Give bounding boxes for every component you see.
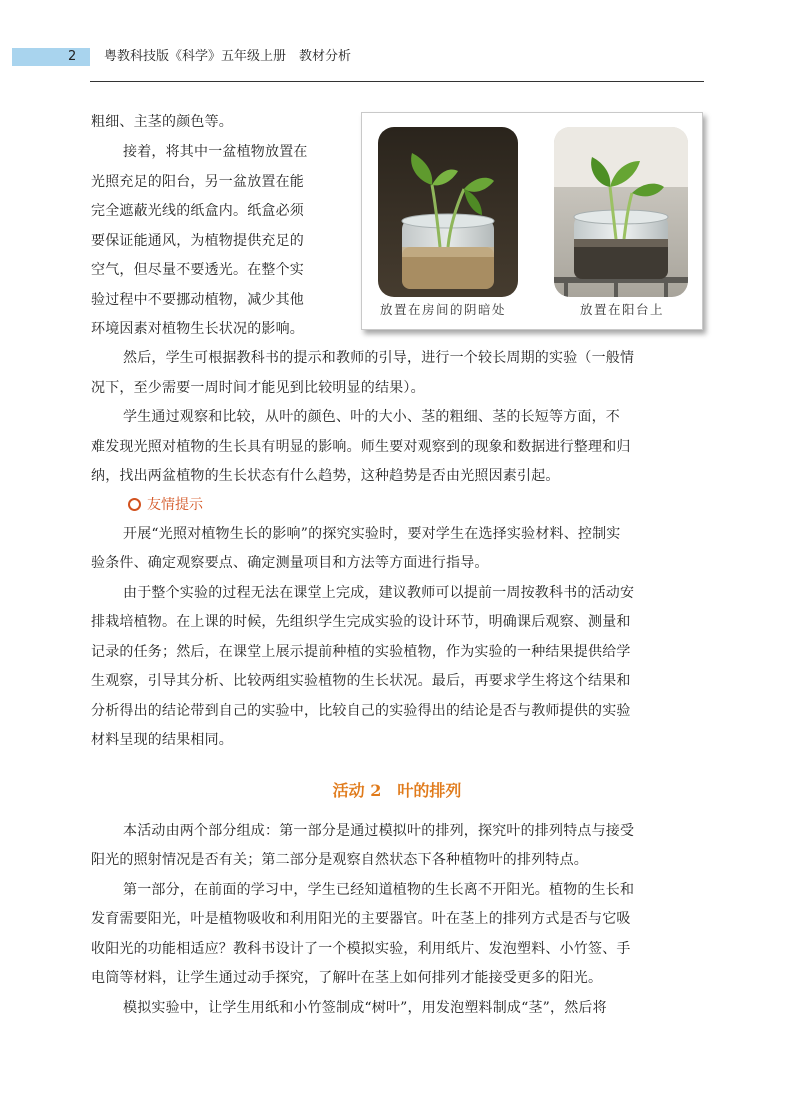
text-line: 材料呈现的结果相同。: [91, 732, 233, 748]
book-title: 粤教科技版《科学》五年级上册 教材分析: [104, 49, 352, 64]
caption-balcony: 放置在阳台上: [580, 302, 665, 317]
text-line: 然后，学生可根据教科书的提示和教师的引导，进行一个较长周期的实验（一般情: [123, 350, 635, 366]
text-line: 光照充足的阳台，另一盆放置在能: [91, 174, 304, 190]
text-line: 空气，但尽量不要透光。在整个实: [91, 262, 304, 278]
text-line: 阳光的照射情况是否有关；第二部分是观察自然状态下各种植物叶的排列特点。: [91, 852, 588, 868]
text-line: 模拟实验中，让学生用纸和小竹签制成“树叶”，用发泡塑料制成“茎”，然后将: [123, 1000, 607, 1016]
plant-photo-figure: [361, 112, 703, 330]
text-line: 难发现光照对植物的生长具有明显的影响。师生要对观察到的现象和数据进行整理和归: [91, 439, 631, 455]
photo-shade-plant: [378, 127, 518, 297]
page-number: 2: [68, 49, 77, 64]
text-line: 环境因素对植物生长状况的影响。: [91, 321, 304, 337]
photo-balcony-plant: [554, 127, 688, 297]
text-line: 记录的任务；然后，在课堂上展示提前种植的实验植物，作为实验的一种结果提供给学: [91, 644, 631, 660]
circle-bullet-icon: [128, 498, 141, 511]
text-line: 况下，至少需要一周时间才能见到比较明显的结果）。: [91, 380, 425, 396]
text-line: 排栽培植物。在上课的时候，先组织学生完成实验的设计环节，明确课后观察、测量和: [91, 614, 631, 630]
text-line: 完全遮蔽光线的纸盒内。纸盒必须: [91, 203, 304, 219]
caption-shade: 放置在房间的阴暗处: [380, 302, 507, 317]
text-line: 电筒等材料，让学生通过动手探究，了解叶在茎上如何排列才能接受更多的阳光。: [91, 970, 603, 986]
header-divider: [90, 81, 704, 82]
text-line: 分析得出的结论带到自己的实验中，比较自己的实验得出的结论是否与教师提供的实验: [91, 703, 631, 719]
activity-heading: 活动 2 叶的排列: [332, 781, 462, 800]
text-line: 验过程中不要挪动植物，减少其他: [91, 292, 304, 308]
text-line: 收阳光的功能相适应？教科书设计了一个模拟实验，利用纸片、发泡塑料、小竹签、手: [91, 941, 631, 957]
text-line: 本活动由两个部分组成：第一部分是通过模拟叶的排列，探究叶的排列特点与接受: [123, 823, 635, 839]
text-line: 学生通过观察和比较，从叶的颜色、叶的大小、茎的粗细、茎的长短等方面，不: [123, 409, 620, 425]
text-line: 粗细、主茎的颜色等。: [91, 114, 233, 130]
text-line: 第一部分，在前面的学习中，学生已经知道植物的生长离不开阳光。植物的生长和: [123, 882, 635, 898]
header-color-bar: [12, 48, 90, 66]
text-line: 由于整个实验的过程无法在课堂上完成，建议教师可以提前一周按教科书的活动安: [123, 585, 635, 601]
text-line: 要保证能通风，为植物提供充足的: [91, 233, 304, 249]
text-line: 接着，将其中一盆植物放置在: [123, 144, 308, 160]
text-line: 开展“光照对植物生长的影响”的探究实验时，要对学生在选择实验材料、控制实: [123, 526, 621, 542]
text-line: 纳，找出两盆植物的生长状态有什么趋势，这种趋势是否由光照因素引起。: [91, 468, 560, 484]
friendly-tip-heading: [128, 495, 203, 515]
text-line: 验条件、确定观察要点、确定测量项目和方法等方面进行指导。: [91, 555, 489, 571]
text-line: 发育需要阳光，叶是植物吸收和利用阳光的主要器官。叶在茎上的排列方式是否与它吸: [91, 911, 631, 927]
tip-label: 友情提示: [147, 497, 203, 513]
text-line: 生观察，引导其分析、比较两组实验植物的生长状况。最后，再要求学生将这个结果和: [91, 673, 631, 689]
